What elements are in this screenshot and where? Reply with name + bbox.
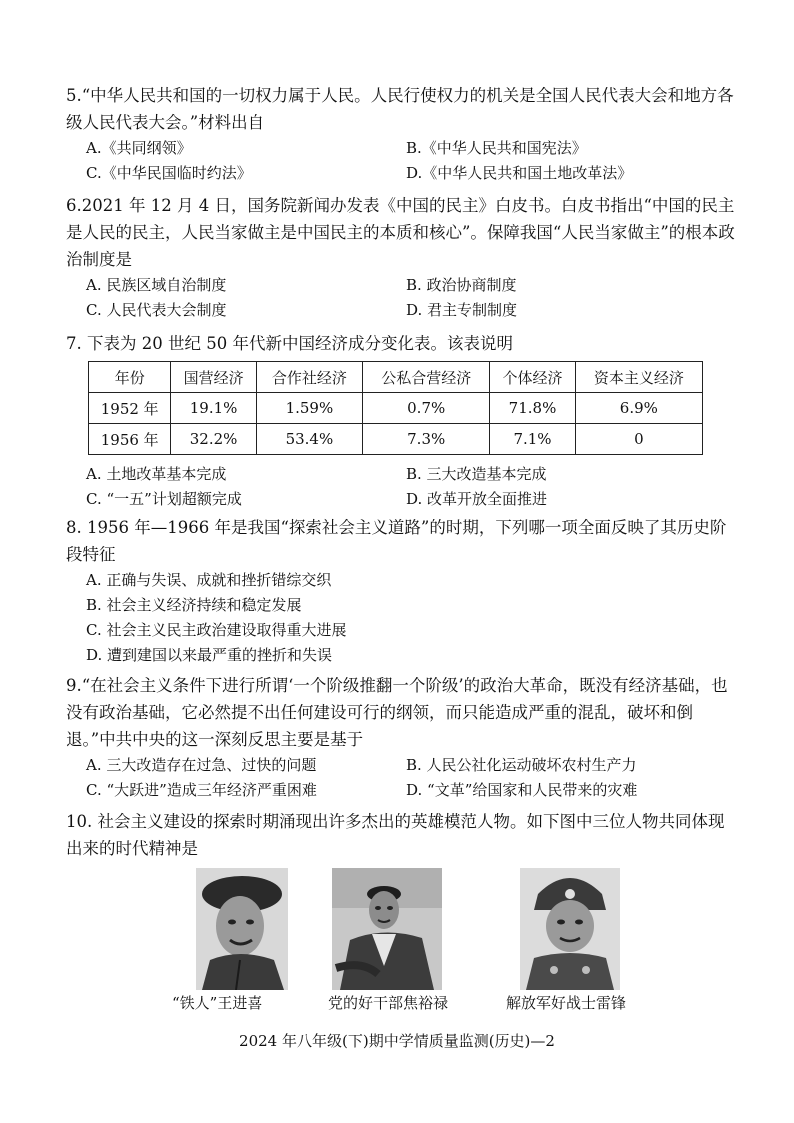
table-cell: 53.4% [256, 424, 362, 455]
table-cell: 1.59% [256, 393, 362, 424]
table-cell: 7.3% [363, 424, 490, 455]
question-10 [66, 808, 736, 862]
table-row [89, 424, 703, 455]
table-cell: 32.2% [171, 424, 256, 455]
portrait-lei-feng-image [520, 868, 620, 990]
table-cell: 0.7% [363, 393, 490, 424]
question-6-stem: 6.2021 年 12 月 4 日，国务院新闻办发表《中国的民主》白皮书。白皮书指出“中国的民主是人民的民主，人民当家做主是中国民主的本质和核心”。保障我国“人民当家做主”的根本政治制度是 [66, 196, 735, 269]
question-9-stem: 9.“在社会主义条件下进行所谓‘一个阶级推翻一个阶级’的政治大革命，既没有经济基础，也没有政治基础，它必然提不出任何建设可行的纲领，而只能造成严重的混乱，破坏和倒退。”中共中央的这一深刻反思主要是基于 [66, 676, 728, 749]
option-8a[interactable]: A. 正确与失误、成就和挫折错综交织 [86, 571, 332, 589]
option-7b[interactable]: B. 三大改造基本完成 [406, 465, 547, 483]
economy-table [88, 361, 703, 455]
option-6d[interactable]: D. 君主专制制度 [406, 301, 518, 319]
option-6b[interactable]: B. 政治协商制度 [406, 276, 517, 294]
option-8c[interactable]: C. 社会主义民主政治建设取得重大进展 [86, 621, 347, 639]
option-6c[interactable]: C. 人民代表大会制度 [86, 301, 227, 319]
question-8-options [66, 568, 736, 668]
portrait-jiao-yulu [328, 868, 449, 1012]
option-5b[interactable]: B.《中华人民共和国宪法》 [406, 139, 587, 157]
caption-lei-feng: 解放军好战士雷锋 [506, 994, 627, 1012]
question-7 [66, 330, 736, 357]
question-7-options-block [66, 462, 736, 512]
option-8d[interactable]: D. 遭到建国以来最严重的挫折和失误 [86, 646, 333, 664]
portrait-wang-jinxi-image [196, 868, 288, 990]
caption-wang-jinxi: “铁人”王进喜 [172, 994, 263, 1012]
table-cell: 0 [575, 424, 702, 455]
option-7d[interactable]: D. 改革开放全面推进 [406, 490, 548, 508]
table-header-row [89, 362, 703, 393]
question-8-stem: 8. 1956 年—1966 年是我国“探索社会主义道路”的时期，下列哪一项全面反映了其历史阶段特征 [66, 518, 727, 564]
option-5c[interactable]: C.《中华民国临时约法》 [86, 164, 252, 182]
table-cell: 6.9% [575, 393, 702, 424]
question-9-options [66, 753, 736, 803]
question-9 [66, 672, 736, 803]
hero-portraits [0, 868, 794, 1028]
option-8b[interactable]: B. 社会主义经济持续和稳定发展 [86, 596, 302, 614]
portrait-jiao-yulu-image [332, 868, 442, 990]
question-6 [66, 192, 736, 323]
page-footer: 2024 年八年级(下)期中学情质量监测(历史)—2 [239, 1032, 555, 1050]
question-5 [66, 82, 736, 186]
question-7-stem: 7. 下表为 20 世纪 50 年代新中国经济成分变化表。该表说明 [66, 334, 513, 353]
option-9b[interactable]: B. 人民公社化运动破坏农村生产力 [406, 756, 637, 774]
table-cell: 7.1% [490, 424, 575, 455]
portrait-lei-feng [506, 868, 627, 1012]
table-header: 年份 [89, 362, 171, 393]
table-row [89, 393, 703, 424]
table-cell: 1952 年 [89, 393, 171, 424]
option-9c[interactable]: C. “大跃进”造成三年经济严重困难 [86, 781, 317, 799]
question-7-options [66, 462, 736, 512]
option-9a[interactable]: A. 三大改造存在过急、过快的问题 [86, 756, 317, 774]
table-header: 资本主义经济 [575, 362, 702, 393]
table-header: 公私合营经济 [363, 362, 490, 393]
option-6a[interactable]: A. 民族区域自治制度 [86, 276, 227, 294]
question-8 [66, 514, 736, 668]
table-header: 合作社经济 [256, 362, 362, 393]
question-6-options [66, 273, 736, 323]
option-7c[interactable]: C. “一五”计划超额完成 [86, 490, 242, 508]
table-cell: 71.8% [490, 393, 575, 424]
option-5a[interactable]: A.《共同纲领》 [86, 139, 192, 157]
option-9d[interactable]: D. “文革”给国家和人民带来的灾难 [406, 781, 638, 799]
question-5-stem: 5.“中华人民共和国的一切权力属于人民。人民行使权力的机关是全国人民代表大会和地方各级人民代表大会。”材料出自 [66, 86, 734, 132]
table-cell: 1956 年 [89, 424, 171, 455]
option-7a[interactable]: A. 土地改革基本完成 [86, 465, 227, 483]
option-5d[interactable]: D.《中华人民共和国土地改革法》 [406, 164, 633, 182]
table-header: 国营经济 [171, 362, 256, 393]
table-header: 个体经济 [490, 362, 575, 393]
caption-jiao-yulu: 党的好干部焦裕禄 [328, 994, 449, 1012]
table-cell: 19.1% [171, 393, 256, 424]
portrait-wang-jinxi [172, 868, 288, 1012]
question-10-stem: 10. 社会主义建设的探索时期涌现出许多杰出的英雄模范人物。如下图中三位人物共同体现出来的时代精神是 [66, 812, 725, 858]
question-5-options [66, 136, 736, 186]
